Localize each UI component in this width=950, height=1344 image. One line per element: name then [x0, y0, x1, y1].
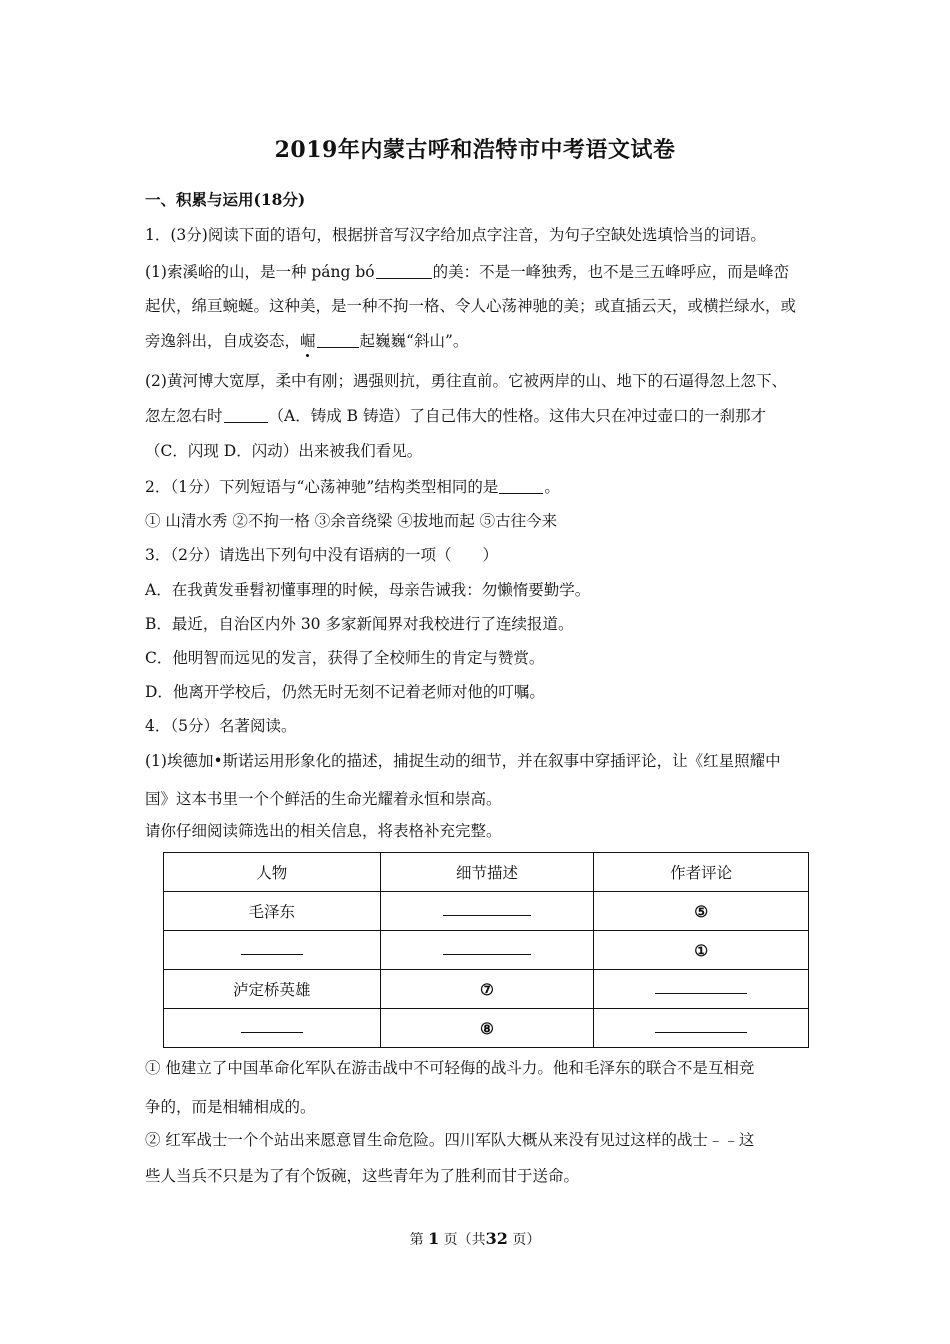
q1-part1-line2: 起伏，绵亘蜿蜒。这种美，是一种不拘一格、令人心荡神驰的美；或直插云天，或横拦绿水，或	[145, 297, 797, 315]
cell-person: 毛泽东	[164, 892, 381, 931]
q3-option-c: C．他明智而远见的发言，获得了全校师生的肯定与赞赏。	[145, 649, 545, 667]
q1-part1-text-a: (1)索溪峪的山，是一种 páng bó	[145, 263, 375, 281]
q3-option-a: A．在我黄发垂髫初懂事理的时候，母亲告诫我：勿懒惰要勤学。	[145, 581, 591, 599]
cell-person: 泸定桥英雄	[164, 970, 381, 1009]
answer-blank[interactable]	[376, 263, 432, 279]
footer-suffix: 页）	[512, 1232, 541, 1248]
page-title: 2019年内蒙古呼和浩特市中考语文试卷	[274, 137, 676, 163]
cell-detail: ⑧	[380, 1009, 594, 1048]
info-table	[163, 852, 809, 1048]
q1-part2-line2	[145, 406, 810, 426]
table-row	[164, 1009, 809, 1048]
cell-detail[interactable]	[380, 931, 594, 970]
table-row	[164, 970, 809, 1009]
cell-comment[interactable]	[594, 1009, 809, 1048]
table-row	[164, 892, 809, 931]
answer-blank[interactable]	[317, 332, 359, 348]
header-comment: 作者评论	[594, 853, 809, 892]
cell-comment: ①	[594, 931, 809, 970]
q3-option-d: D．他离开学校后，仍然无时无刻不记着老师对他的叮嘱。	[145, 683, 545, 701]
footer-prefix: 第	[409, 1232, 424, 1248]
page-footer	[0, 1229, 950, 1249]
q1-part1-text-b: 的美：不是一峰独秀，也不是三五峰呼应，而是峰峦	[432, 263, 790, 281]
cell-comment: ⑤	[594, 892, 809, 931]
cell-comment[interactable]	[594, 970, 809, 1009]
cell-detail: ⑦	[380, 970, 594, 1009]
note1-line1: ① 他建立了中国革命化军队在游击战中不可轻侮的战斗力。他和毛泽东的联合不是互相竞	[145, 1059, 755, 1077]
q1-part2-line3: （C．闪现 D．闪动）出来被我们看见。	[145, 442, 423, 460]
q1-stem: 1．(3分)阅读下面的语句，根据拼音写汉字给加点字注音，为句子空缺处选填恰当的词语。	[145, 226, 766, 244]
note2-line2: 些人当兵不只是为了有个饭碗，这些青年为了胜利而甘于送命。	[145, 1167, 580, 1185]
answer-blank[interactable]	[443, 952, 531, 955]
q4-part1-line1: (1)埃德加•斯诺运用形象化的描述，捕捉生动的细节，并在叙事中穿插评论，让《红星照耀中	[145, 752, 781, 770]
dotted-character: 崛	[300, 332, 316, 350]
q1-part1-line3	[145, 331, 810, 351]
q3-stem: 3．（2分）请选出下列句中没有语病的一项（ ）	[145, 546, 498, 564]
answer-blank[interactable]	[655, 991, 747, 994]
q1-part1-text-d: 起巍巍“斜山”。	[359, 332, 469, 350]
q3-option-b: B．最近，自治区内外 30 多家新闻界对我校进行了连续报道。	[145, 615, 574, 633]
answer-blank[interactable]	[443, 913, 531, 916]
table-row	[164, 931, 809, 970]
q1-part1-text-c: 旁逸斜出，自成姿态，	[145, 332, 301, 350]
header-detail: 细节描述	[380, 853, 594, 892]
footer-total-pages: 32	[485, 1229, 508, 1248]
cell-person[interactable]	[164, 931, 381, 970]
answer-blank[interactable]	[499, 478, 543, 494]
q2-stem	[145, 477, 810, 497]
footer-middle: 页（共	[443, 1232, 486, 1248]
q4-part1-line2: 国》这本书里一个个鲜活的生命光耀着永恒和崇高。	[145, 790, 502, 808]
q1-part1-line1	[145, 262, 810, 282]
answer-blank[interactable]	[241, 952, 303, 955]
q2-stem-end: 。	[544, 478, 560, 496]
q1-part2-text-a: 忽左忽右时	[145, 407, 223, 425]
note2-line1: ② 红军战士一个个站出来愿意冒生命危险。四川军队大概从来没有见过这样的战士﹣﹣这	[145, 1131, 755, 1149]
cell-detail[interactable]	[380, 892, 594, 931]
note1-line2: 争的，而是相辅相成的。	[145, 1098, 316, 1116]
answer-blank[interactable]	[224, 407, 268, 423]
table-header-row	[164, 853, 809, 892]
q2-stem-text: 2．（1分）下列短语与“心荡神驰”结构类型相同的是	[145, 478, 499, 496]
footer-page-number: 1	[428, 1229, 440, 1248]
q4-instruction: 请你仔细阅读筛选出的相关信息，将表格补充完整。	[145, 822, 502, 840]
answer-blank[interactable]	[241, 1030, 303, 1033]
q4-stem: 4．（5分）名著阅读。	[145, 717, 297, 735]
answer-blank[interactable]	[655, 1030, 747, 1033]
section-heading: 一、积累与运用(18分)	[145, 190, 306, 209]
cell-person[interactable]	[164, 1009, 381, 1048]
header-person: 人物	[164, 853, 381, 892]
q1-part2-line1: (2)黄河博大宽厚，柔中有刚；遇强则抗，勇往直前。它被两岸的山、地下的石逼得忽上忽下、	[145, 372, 787, 390]
q1-part2-text-b: （A．铸成 B 铸造）了自己伟大的性格。这伟大只在冲过壶口的一刹那才	[268, 407, 766, 425]
q2-options: ① 山清水秀 ②不拘一格 ③余音绕梁 ④拔地而起 ⑤古往今来	[145, 512, 558, 530]
